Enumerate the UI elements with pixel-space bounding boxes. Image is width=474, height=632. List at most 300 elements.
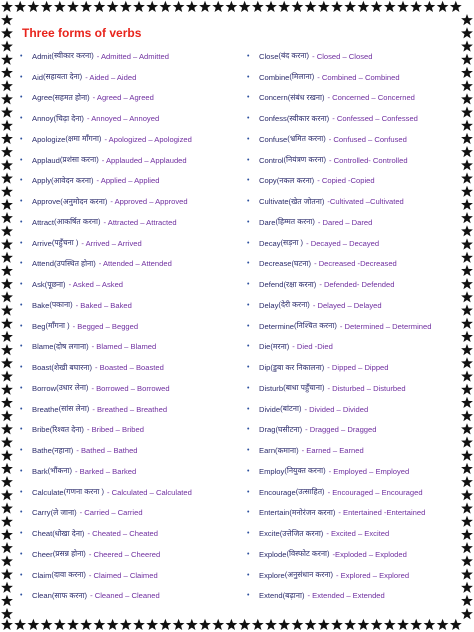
verb-hindi-meaning: (बाधा पहुँचाना) — [283, 383, 325, 393]
star-icon — [1, 27, 13, 38]
star-icon — [1, 146, 13, 157]
verb-forms: - Dipped – Dipped — [327, 363, 389, 373]
verb-hindi-meaning: (क्षमा माँगना) — [65, 134, 102, 144]
verb-forms: - Combined – Combined — [317, 72, 400, 82]
star-icon — [1, 516, 13, 527]
star-icon — [450, 619, 462, 630]
verb-base: Carry — [32, 508, 51, 518]
star-icon — [1, 304, 13, 315]
star-icon — [461, 238, 473, 249]
verb-forms: - Disturbed – Disturbed — [327, 383, 406, 393]
verb-row — [247, 565, 460, 586]
star-icon — [1, 595, 13, 606]
star-icon — [461, 133, 473, 144]
star-icon — [1, 93, 13, 104]
verb-row — [247, 586, 460, 607]
star-icon — [54, 619, 66, 630]
verb-hindi-meaning: (शेखी बघारना) — [51, 362, 93, 372]
verb-forms: - Barked – Barked — [75, 466, 137, 476]
verb-row — [20, 357, 245, 378]
bullet-icon: • — [20, 384, 23, 392]
verb-row — [247, 440, 460, 461]
verb-forms: - Dared – Dared — [317, 217, 373, 227]
star-icon — [1, 120, 13, 131]
star-icon — [305, 619, 317, 630]
star-icon — [461, 80, 473, 91]
verb-base: Borrow — [32, 383, 57, 393]
star-icon — [461, 516, 473, 527]
verb-hindi-meaning: (नकल करना) — [276, 175, 315, 185]
star-icon — [199, 619, 211, 630]
verb-row — [20, 586, 245, 607]
star-icon — [461, 304, 473, 315]
verb-hindi-meaning: (दावा करना) — [51, 570, 86, 580]
verb-forms: - Asked – Asked — [68, 280, 124, 290]
star-icon — [410, 1, 422, 12]
verb-hindi-meaning: (घटना) — [291, 258, 312, 268]
star-icon — [461, 489, 473, 500]
star-icon — [331, 619, 343, 630]
verb-row — [247, 150, 460, 171]
verb-row — [247, 503, 460, 524]
verb-row — [20, 108, 245, 129]
star-icon — [461, 93, 473, 104]
verb-base: Divide — [259, 404, 281, 414]
verb-base: Excite — [259, 529, 280, 539]
verb-hindi-meaning: (पकाना) — [49, 300, 73, 310]
verb-hindi-meaning: (आकर्षित करना) — [53, 217, 101, 227]
verb-row — [247, 108, 460, 129]
verb-row — [247, 399, 460, 420]
star-icon — [1, 582, 13, 593]
star-icon — [397, 1, 409, 12]
star-icon — [424, 619, 436, 630]
verb-base: Annoy — [32, 114, 54, 124]
verb-forms: - Concerned – Concerned — [327, 93, 415, 103]
star-icon — [160, 619, 172, 630]
verb-forms: - Bathed – Bathed — [76, 446, 138, 456]
star-icon — [461, 318, 473, 329]
verb-base: Boast — [32, 363, 52, 373]
bullet-icon: • — [247, 177, 250, 185]
verb-base: Applaud — [32, 155, 60, 165]
star-icon — [461, 436, 473, 447]
bullet-icon: • — [20, 447, 23, 455]
verb-hindi-meaning: (आवेदन करना) — [51, 175, 94, 185]
bullet-icon: • — [247, 198, 250, 206]
star-icon — [331, 1, 343, 12]
star-icon — [461, 265, 473, 276]
star-icon — [14, 619, 26, 630]
star-icon — [461, 410, 473, 421]
verb-hindi-meaning: (प्रशंसा करना) — [59, 155, 99, 165]
bullet-icon: • — [20, 73, 23, 81]
star-icon — [461, 67, 473, 78]
verb-forms: - Aided – Aided — [85, 72, 137, 82]
star-icon — [239, 619, 251, 630]
verb-hindi-meaning: (खेत जोतना) — [288, 196, 325, 206]
verb-row — [20, 482, 245, 503]
verb-forms: - Calculated – Calculated — [107, 487, 192, 497]
star-icon — [1, 225, 13, 236]
verb-hindi-meaning: (देरी करना) — [278, 300, 310, 310]
verb-forms: - Closed – Closed — [312, 51, 373, 61]
verb-forms: - Explored – Explored — [336, 570, 410, 580]
verb-row — [247, 67, 460, 88]
bullet-icon: • — [20, 281, 23, 289]
verb-hindi-meaning: (माँगना ) — [45, 321, 70, 331]
verb-row — [20, 503, 245, 524]
verb-hindi-meaning: (संबंध रखना) — [287, 92, 325, 102]
verb-base: Bake — [32, 300, 50, 310]
star-icon — [1, 67, 13, 78]
star-icon — [41, 1, 53, 12]
bullet-icon: • — [20, 364, 23, 372]
bullet-icon: • — [20, 260, 23, 268]
verb-hindi-meaning: (सांस लेना) — [58, 404, 90, 414]
verb-base: Bark — [32, 466, 48, 476]
star-icon — [461, 252, 473, 263]
star-icon — [1, 397, 13, 408]
bullet-icon: • — [247, 260, 250, 268]
star-icon — [173, 1, 185, 12]
bullet-icon: • — [247, 488, 250, 496]
verb-forms: - Confused – Confused — [328, 134, 407, 144]
star-icon — [28, 1, 40, 12]
verb-row — [247, 523, 460, 544]
star-icon — [318, 619, 330, 630]
verb-base: Cheat — [32, 529, 53, 539]
verb-row — [247, 46, 460, 67]
star-icon — [450, 1, 462, 12]
verb-base: Agree — [32, 93, 53, 103]
star-icon — [265, 1, 277, 12]
verb-row — [20, 233, 245, 254]
verb-forms: - Extended – Extended — [307, 591, 385, 601]
verb-row — [247, 254, 460, 275]
star-icon — [1, 423, 13, 434]
star-icon — [1, 384, 13, 395]
verb-forms: - Carried – Carried — [79, 508, 143, 518]
verb-row — [20, 295, 245, 316]
verb-hindi-meaning: (दोष लगाना) — [53, 341, 89, 351]
star-icon — [1, 199, 13, 210]
star-icon — [384, 1, 396, 12]
verb-forms: - Applauded – Applauded — [101, 155, 187, 165]
verb-base: Ask — [32, 280, 45, 290]
star-icon — [358, 619, 370, 630]
verb-hindi-meaning: (नियुक्त करना) — [284, 466, 326, 476]
verb-row — [247, 378, 460, 399]
verb-row — [247, 461, 460, 482]
verb-forms: - Breathed – Breathed — [92, 404, 168, 414]
star-icon — [461, 291, 473, 302]
star-icon — [461, 106, 473, 117]
verb-base: Delay — [259, 300, 279, 310]
verb-hindi-meaning: (नियंत्रण करना) — [283, 155, 327, 165]
star-icon — [1, 542, 13, 553]
bullet-icon: • — [20, 571, 23, 579]
verb-base: Arrive — [32, 238, 52, 248]
verb-base: Beg — [32, 321, 46, 331]
star-icon — [461, 159, 473, 170]
star-icon — [461, 555, 473, 566]
verb-forms: - Earned – Earned — [301, 446, 364, 456]
star-icon — [1, 318, 13, 329]
star-icon — [1, 331, 13, 342]
bullet-icon: • — [20, 343, 23, 351]
star-icon — [28, 619, 40, 630]
verb-forms: - Controlled- Controlled — [329, 155, 408, 165]
verb-row — [20, 399, 245, 420]
verb-forms: - Delayed – Delayed — [312, 300, 382, 310]
verb-hindi-meaning: (रक्षा करना) — [283, 279, 317, 289]
bullet-icon: • — [20, 135, 23, 143]
star-icon — [461, 357, 473, 368]
verb-forms: - Blamed – Blamed — [91, 342, 157, 352]
star-icon — [1, 212, 13, 223]
verb-row — [247, 295, 460, 316]
bullet-icon: • — [20, 177, 23, 185]
verb-forms: - Apologized – Apologized — [104, 134, 192, 144]
verb-forms: - Determined – Determined — [339, 321, 432, 331]
verb-row — [247, 316, 460, 337]
verb-forms: - Employed – Employed — [328, 466, 410, 476]
bullet-icon: • — [20, 467, 23, 475]
verb-forms: - Excited – Excited — [326, 529, 390, 539]
star-icon — [1, 568, 13, 579]
star-icon — [1, 463, 13, 474]
star-icon — [1, 172, 13, 183]
star-icon — [1, 410, 13, 421]
verb-base: Attend — [32, 259, 54, 269]
verb-hindi-meaning: (उत्तेजित करना) — [279, 528, 324, 538]
star-icon — [199, 1, 211, 12]
star-icon — [1, 619, 13, 630]
bullet-icon: • — [247, 530, 250, 538]
star-icon — [278, 619, 290, 630]
bullet-icon: • — [20, 239, 23, 247]
verb-base: Entertain — [259, 508, 290, 518]
bullet-icon: • — [247, 322, 250, 330]
star-icon — [344, 619, 356, 630]
verb-hindi-meaning: (बंद करना) — [278, 51, 310, 61]
verb-row — [247, 88, 460, 109]
verb-base: Cheer — [32, 549, 53, 559]
star-icon — [461, 608, 473, 619]
verb-base: Explore — [259, 570, 285, 580]
verb-base: Die — [259, 342, 271, 352]
star-icon — [1, 278, 13, 289]
verb-base: Dip — [259, 363, 271, 373]
verb-base: Drag — [259, 425, 276, 435]
star-icon — [14, 1, 26, 12]
verb-row — [20, 129, 245, 150]
star-icon — [1, 608, 13, 619]
star-icon — [358, 1, 370, 12]
star-icon — [1, 238, 13, 249]
star-icon — [461, 423, 473, 434]
verb-forms: - Defended- Defended — [319, 280, 395, 290]
star-icon — [186, 619, 198, 630]
verb-base: Aid — [32, 72, 43, 82]
verb-base: Determine — [259, 321, 295, 331]
star-icon — [146, 1, 158, 12]
star-icon — [318, 1, 330, 12]
verb-forms: - Baked – Baked — [75, 300, 132, 310]
verb-row — [20, 67, 245, 88]
verb-hindi-meaning: (डुबा कर निकालना) — [270, 362, 325, 372]
star-icon — [461, 225, 473, 236]
verb-row — [247, 171, 460, 192]
verb-row — [20, 565, 245, 586]
star-icon — [1, 344, 13, 355]
verb-hindi-meaning: (घसीटना) — [275, 424, 303, 434]
star-icon — [344, 1, 356, 12]
bullet-icon: • — [20, 405, 23, 413]
verb-hindi-meaning: (स्वीकार करना) — [51, 51, 94, 61]
star-icon — [1, 1, 13, 12]
verb-row — [20, 171, 245, 192]
star-icon — [461, 40, 473, 51]
verb-base: Dare — [259, 217, 276, 227]
bullet-icon: • — [247, 550, 250, 558]
verb-hindi-meaning: (सहमत होना) — [52, 92, 90, 102]
bullet-icon: • — [247, 156, 250, 164]
star-icon — [186, 1, 198, 12]
page-title: Three forms of verbs — [22, 26, 142, 40]
star-icon — [146, 619, 158, 630]
bullet-icon: • — [247, 52, 250, 60]
verb-forms: - Cleaned – Cleaned — [90, 591, 160, 601]
verb-row — [20, 378, 245, 399]
bullet-icon: • — [247, 239, 250, 247]
bullet-icon: • — [20, 426, 23, 434]
bullet-icon: • — [20, 94, 23, 102]
verb-base: Cultivate — [259, 197, 289, 207]
verb-base: Employ — [259, 466, 285, 476]
star-icon — [120, 619, 132, 630]
verb-hindi-meaning: (अनुसंधान करना) — [284, 570, 334, 580]
verb-row — [20, 274, 245, 295]
verb-base: Copy — [259, 176, 277, 186]
star-icon — [292, 1, 304, 12]
star-icon — [384, 619, 396, 630]
bullet-icon: • — [20, 530, 23, 538]
bullet-icon: • — [247, 94, 250, 102]
star-icon — [1, 54, 13, 65]
verb-forms: - Borrowed – Borrowed — [91, 383, 170, 393]
verb-row — [247, 233, 460, 254]
verb-base: Extend — [259, 591, 283, 601]
bullet-icon: • — [20, 488, 23, 496]
star-icon — [1, 159, 13, 170]
verb-forms: - Cheered – Cheered — [88, 549, 161, 559]
star-icon — [160, 1, 172, 12]
star-icon — [1, 357, 13, 368]
star-icon — [80, 619, 92, 630]
star-icon — [41, 619, 53, 630]
bullet-icon: • — [20, 301, 23, 309]
verb-hindi-meaning: (प्रसन्न होना) — [52, 549, 86, 559]
star-icon — [1, 436, 13, 447]
verb-forms: - Entertained -Entertained — [338, 508, 426, 518]
star-icon — [461, 397, 473, 408]
bullet-icon: • — [247, 467, 250, 475]
verb-hindi-meaning: (चिढ़ा देना) — [53, 113, 84, 123]
star-icon — [461, 344, 473, 355]
verb-hindi-meaning: (बढ़ाना) — [282, 590, 305, 600]
star-icon — [461, 172, 473, 183]
verb-hindi-meaning: (मिलाना) — [289, 72, 315, 82]
verb-hindi-meaning: (अनुमोदन करना) — [60, 196, 108, 206]
star-icon — [1, 106, 13, 117]
verb-forms: - Agreed – Agreed — [92, 93, 154, 103]
verb-base: Admit — [32, 51, 52, 61]
verb-base: Confuse — [259, 134, 288, 144]
bullet-icon: • — [20, 156, 23, 164]
verb-row — [247, 337, 460, 358]
bullet-icon: • — [247, 509, 250, 517]
star-icon — [226, 1, 238, 12]
bullet-icon: • — [247, 384, 250, 392]
verb-sheet — [14, 20, 460, 616]
star-icon — [107, 619, 119, 630]
star-icon — [120, 1, 132, 12]
verb-hindi-meaning: (बांटना) — [280, 404, 302, 414]
star-icon — [1, 489, 13, 500]
bullet-icon: • — [20, 52, 23, 60]
star-icon — [265, 619, 277, 630]
star-icon — [94, 1, 106, 12]
star-icon — [437, 1, 449, 12]
star-icon — [371, 619, 383, 630]
verb-row — [20, 46, 245, 67]
verb-base: Breathe — [32, 404, 59, 414]
verb-hindi-meaning: (कमाना) — [275, 445, 299, 455]
star-icon — [461, 146, 473, 157]
star-icon — [410, 619, 422, 630]
verb-hindi-meaning: (उधार लेना) — [56, 383, 89, 393]
star-icon — [1, 14, 13, 25]
verb-row — [247, 357, 460, 378]
verb-hindi-meaning: (उत्साहित) — [295, 487, 325, 497]
verb-hindi-meaning: (उपस्थित होना) — [53, 258, 96, 268]
verb-row — [20, 523, 245, 544]
star-icon — [67, 619, 79, 630]
bullet-icon: • — [247, 405, 250, 413]
verb-row — [20, 316, 245, 337]
verb-forms: - Attended – Attended — [98, 259, 172, 269]
verb-row — [247, 191, 460, 212]
verb-forms: - Copied -Copied — [317, 176, 375, 186]
verb-base: Concern — [259, 93, 288, 103]
verb-base: Control — [259, 155, 284, 165]
verb-row — [247, 212, 460, 233]
verb-hindi-meaning: (मरना) — [270, 341, 290, 351]
verb-hindi-meaning: (मनोरंजन करना) — [289, 507, 336, 517]
verb-forms: - Boasted – Boasted — [95, 363, 164, 373]
bullet-icon: • — [20, 592, 23, 600]
bullet-icon: • — [247, 218, 250, 226]
verb-base: Attract — [32, 217, 54, 227]
bullet-icon: • — [247, 364, 250, 372]
verb-forms: - Dragged – Dragged — [305, 425, 377, 435]
star-icon — [226, 619, 238, 630]
verb-row — [20, 150, 245, 171]
star-icon — [252, 619, 264, 630]
verb-hindi-meaning: (हिम्मत करना) — [275, 217, 315, 227]
